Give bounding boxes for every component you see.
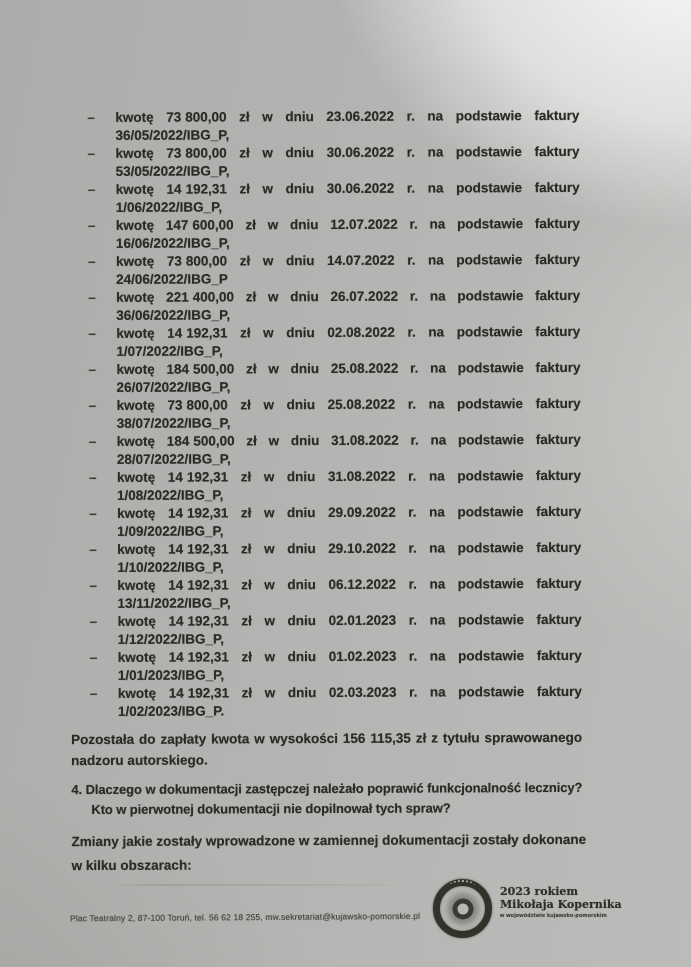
logo-subtext-line: w województwie kujawsko-pomorskim — [500, 913, 607, 920]
payment-list-item — [68, 143, 579, 181]
payment-list-item — [71, 683, 582, 721]
invoice-number-line: 24/06/2022/IBG_P — [116, 271, 228, 287]
payment-line: kwotę 147 600,00 zł w dniu 12.07.2022 r. na podstawie faktury — [115, 215, 580, 233]
payment-line: kwotę 14 192,31 zł w dniu 29.10.2022 r. na podstawie faktury — [117, 539, 582, 557]
payments-list — [68, 107, 582, 721]
remaining-line-1: Pozostała do zapłaty kwota w wysokości 156 115,35 zł z tytułu sprawowanego — [71, 729, 583, 748]
invoice-number-line: 1/08/2022/IBG_P, — [116, 487, 224, 503]
payment-list-item — [71, 611, 582, 649]
invoice-number-line: 1/07/2022/IBG_P, — [116, 343, 223, 359]
paper-crease — [112, 884, 427, 886]
payment-line: kwotę 14 192,31 zł w dniu 01.02.2023 r. na podstawie faktury — [117, 647, 582, 665]
invoice-number-line: 38/07/2022/IBG_P, — [116, 415, 231, 431]
payment-list-item — [69, 323, 580, 361]
payment-line: kwotę 73 800,00 zł w dniu 25.08.2022 r. na podstawie faktury — [116, 395, 581, 413]
question-line-1: 4. Dlaczego w dokumentacji zastępczej należało poprawić funkcjonalność lecznicy? — [71, 779, 583, 798]
invoice-number-line: 1/01/2023/IBG_P, — [117, 667, 225, 683]
payment-line: kwotę 221 400,00 zł w dniu 26.07.2022 r. na podstawie faktury — [116, 287, 581, 305]
payment-line: kwotę 14 192,31 zł w dniu 29.09.2022 r. na podstawie faktury — [117, 503, 582, 521]
payment-list-item — [69, 359, 580, 397]
dash-bullet-icon: – — [87, 110, 95, 126]
payment-list-item — [69, 215, 580, 253]
remaining-line-2: nadzoru autorskiego. — [71, 752, 208, 769]
dash-bullet-icon: – — [88, 433, 97, 450]
question-line-2: Kto w pierwotnej dokumentacji nie dopilnował tych spraw? — [91, 800, 451, 818]
dash-bullet-icon: – — [89, 577, 97, 594]
payment-line: kwotę 14 192,31 zł w dniu 06.12.2022 r. na podstawie faktury — [117, 575, 582, 593]
invoice-number-line: 36/05/2022/IBG_P, — [115, 127, 230, 143]
invoice-number-line: 16/06/2022/IBG_P, — [115, 235, 230, 251]
payment-line: kwotę 14 192,31 zł w dniu 02.01.2023 r. na podstawie faktury — [117, 611, 582, 629]
question-4-paragraph — [71, 778, 582, 820]
payment-list-item — [70, 395, 581, 433]
payment-list-item — [71, 647, 582, 685]
payment-line: kwotę 73 800,00 zł w dniu 14.07.2022 r. na podstawie faktury — [115, 251, 581, 269]
document-content — [68, 107, 587, 878]
dash-bullet-icon: – — [87, 146, 96, 162]
invoice-number-line: 36/06/2022/IBG_P, — [116, 307, 231, 323]
changes-line-2: w kilku obszarach: — [71, 857, 192, 874]
invoice-number-line: 1/10/2022/IBG_P, — [117, 559, 224, 575]
dash-bullet-icon: – — [88, 362, 97, 378]
payment-line: kwotę 14 192,31 zł w dniu 02.08.2022 r. na podstawie faktury — [116, 323, 581, 341]
payment-line: kwotę 14 192,31 zł w dniu 30.06.2022 r. na podstawie faktury — [115, 179, 580, 197]
payment-line: kwotę 184 500,00 zł w dniu 31.08.2022 r. na podstawie faktury — [116, 431, 581, 449]
invoice-number-line: 1/02/2023/IBG_P. — [117, 703, 225, 719]
logo-year-line: 2023 rokiem — [500, 885, 579, 898]
logo-name-line: Mikołaja Kopernika — [500, 898, 622, 912]
dash-bullet-icon: – — [88, 469, 97, 486]
invoice-number-line: 1/12/2022/IBG_P, — [117, 631, 225, 647]
invoice-number-line: 28/07/2022/IBG_P, — [116, 451, 231, 467]
payment-list-item — [68, 107, 579, 145]
invoice-number-line: 13/11/2022/IBG_P, — [117, 595, 231, 611]
payment-list-item — [70, 467, 581, 505]
remaining-amount-paragraph — [71, 727, 582, 771]
dash-bullet-icon: – — [88, 398, 97, 414]
invoice-number-line: 26/07/2022/IBG_P, — [116, 379, 231, 395]
dash-bullet-icon: – — [87, 254, 96, 270]
logo-ring-text-arc — [449, 880, 475, 892]
dash-bullet-icon: – — [88, 326, 96, 342]
payment-line: kwotę 184 500,00 zł w dniu 25.08.2022 r. na podstawie faktury — [116, 359, 581, 377]
payment-list-item — [69, 179, 580, 217]
copernicus-logo-icon — [433, 879, 492, 938]
invoice-number-line: 53/05/2022/IBG_P, — [115, 163, 230, 179]
dash-bullet-icon: – — [89, 613, 98, 630]
changes-line-1: Zmiany jakie zostały wprowadzone w zamiennej dokumentacji zostały dokonane — [71, 831, 587, 850]
dash-bullet-icon: – — [89, 649, 98, 666]
payment-list-item — [70, 431, 581, 469]
payment-list-item — [69, 287, 580, 325]
payment-list-item — [70, 575, 581, 613]
payment-list-item — [70, 503, 581, 541]
invoice-number-line: 1/06/2022/IBG_P, — [115, 199, 223, 215]
payment-list-item — [69, 251, 580, 289]
payment-line: kwotę 73 800,00 zł w dniu 23.06.2022 r. na podstawie faktury — [115, 107, 580, 125]
dash-bullet-icon: – — [87, 182, 96, 198]
dash-bullet-icon: – — [89, 685, 98, 702]
payment-list-item — [70, 539, 581, 577]
changes-paragraph — [71, 828, 587, 878]
logo-center-dot — [452, 898, 473, 919]
dash-bullet-icon: – — [88, 290, 96, 306]
payment-line: kwotę 14 192,31 zł w dniu 02.03.2023 r. na podstawie faktury — [117, 683, 582, 701]
invoice-number-line: 1/09/2022/IBG_P, — [117, 523, 224, 539]
copernicus-logo-text — [500, 885, 622, 920]
dash-bullet-icon: – — [89, 505, 97, 522]
payment-line: kwotę 73 800,00 zł w dniu 30.06.2022 r. na podstawie faktury — [115, 143, 580, 161]
payment-line: kwotę 14 192,31 zł w dniu 31.08.2022 r. na podstawie faktury — [116, 467, 581, 485]
dash-bullet-icon: – — [87, 218, 96, 234]
footer-address: Plac Teatralny 2, 87-100 Toruń, tel. 56 62 18 255, mw.sekretariat@kujawsko-pomorskie.pl — [69, 910, 421, 924]
dash-bullet-icon: – — [89, 541, 97, 558]
